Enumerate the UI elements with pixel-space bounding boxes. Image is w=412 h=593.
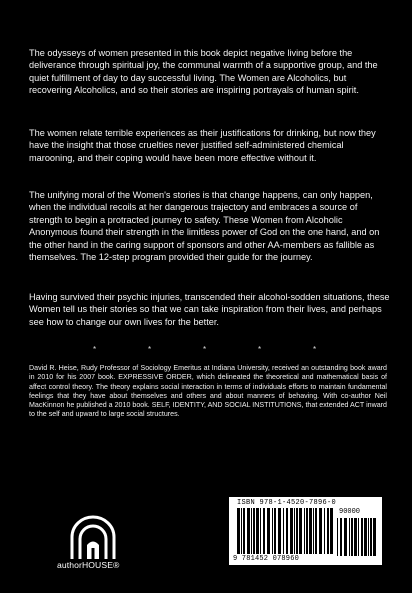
publisher-name: authorHOUSE® [57,560,120,570]
isbn-barcode [229,497,382,565]
blurb-paragraph-2: The women relate terrible experiences as their justifications for drinking, but now they have the insight that those cruelties never justified self-administered chemical marooning, and their coping would have been more effective without it. [29,128,376,163]
price-code: 90000 [339,508,361,516]
author-bio: David R. Heise, Rudy Professor of Sociology Emeritus at Indiana University, received an outstanding book award in 2010 for his 2007 book. EXPRESSIVE ORDER, which delineated the theoretical and mathematical basis of affect control theory. The theory explains social interaction in terms of individuals efforts to maintain fundamental feelings that they have about themselves and others and about manners of behaving. With co-author Neil MacKinnon he published a 2010 book. SELF, IDENTITY, AND SOCIAL INSTITUTIONS, that extended ACT inward to the self and upward to large social structures. [29,364,387,419]
blurb-paragraph-1: The odysseys of women presented in this book depict negative living before the deliverance through spiritual joy, the communal warmth of a supportive group, and the quiet fulfillment of day to day successful living. The Women are Alcoholics, but recovering Alcoholics, and so their stories are inspiring portrayals of human spirit. [29,48,378,96]
section-separator [0,345,412,355]
blurb-paragraph-3: The unifying moral of the Women's stories is that change happens, can only happen, when the individual recoils at her dangerous trajectory and embraces a source of strength to begin a protracted journey to safety. These Women from Alcoholic Anonymous found their strength in the limitless power of God on the one hand, and on the other hand in the caring support of sponsors and other AA-members as fallible as themselves. The 12-step program provided their guide for the journey. [29,190,380,263]
separator-star: * [93,345,97,354]
blurb-paragraph-4: Having survived their psychic injuries, transcended their alcohol-sodden situations, these Women tell us their stories so that we can take inspiration from their lives, and perhaps see how to change our own lives for the better. [29,292,390,327]
separator-star: * [258,345,262,354]
ean-barcode-bars [237,508,333,554]
ean-digits: 9 781452 078960 [233,555,300,563]
isbn-label: ISBN 978-1-4520-7896-0 [237,499,337,507]
separator-star: * [313,345,317,354]
separator-star: * [203,345,207,354]
price-addon-bars [337,518,377,556]
separator-star: * [148,345,152,354]
authorhouse-logo-icon [66,515,120,559]
